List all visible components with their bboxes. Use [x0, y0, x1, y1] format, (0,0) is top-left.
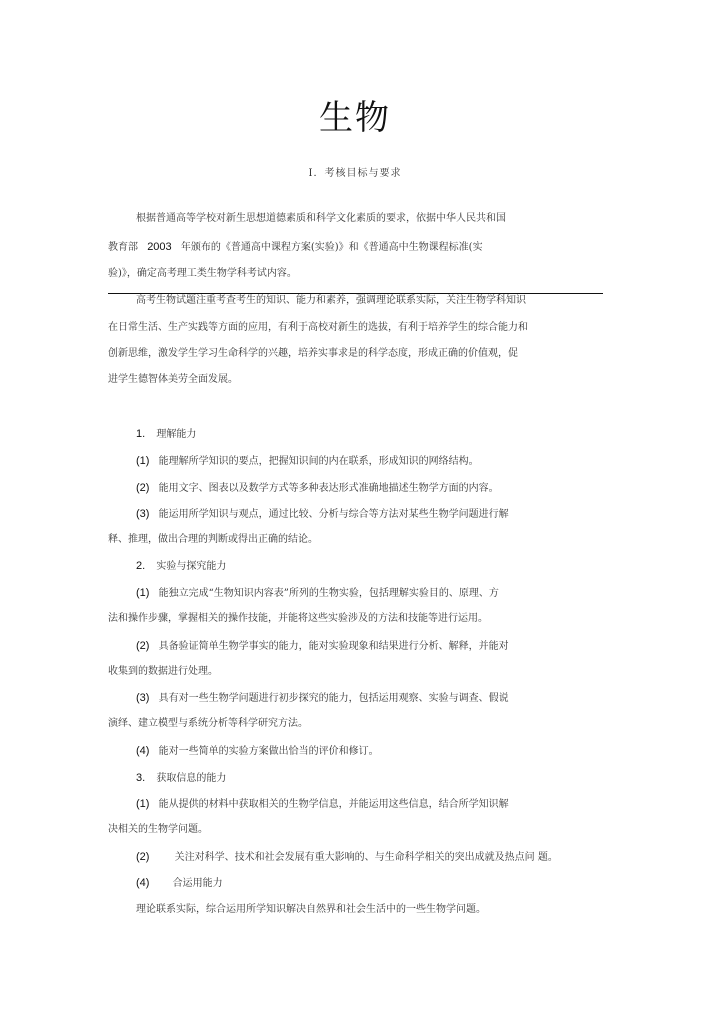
para2-line-3: 创新思维，激发学生学习生命科学的兴趣，培养实事求是的科学态度，形成正确的价值观，促 [108, 348, 518, 359]
item-number: (2) [136, 851, 150, 863]
item-text: 能用文字、图表以及数学方式等多种表达形式准确地描述生物学方面的内容。 [158, 483, 499, 494]
section-1-item-3 [136, 507, 509, 522]
para2-line-1: 高考生物试题注重考查考生的知识、能力和素养，强调理论联系实际，关注生物学科知识 [136, 295, 526, 306]
section-2-item-2 [136, 639, 509, 654]
section-2-number: 2. [136, 560, 146, 572]
section-2-item-3 [136, 691, 509, 706]
item-text: 关注对科学、技术和社会发展有重大影响的、与生命科学相关的突出成就及热点问 题。 [174, 852, 558, 863]
item-number: (1) [136, 587, 150, 599]
intro-line-2-part-a: 教育部 [108, 242, 138, 253]
item-text: 能从提供的材料中获取相关的生物学信息，并能运用这些信息，结合所学知识解 [158, 799, 509, 810]
section-1-item-3-cont: 释、推理，做出合理的判断或得出正确的结论。 [108, 534, 318, 545]
section-2-item-3-cont: 演绎、建立模型与系统分析等科学研究方法。 [108, 718, 308, 729]
item-text: 具备验证简单生物学事实的能力，能对实验现象和结果进行分析、解释，并能对 [158, 641, 509, 652]
intro-line-2 [108, 240, 483, 255]
item-text: 能理解所学知识的要点，把握知识间的内在联系，形成知识的网络结构。 [158, 456, 479, 467]
section-4-number: (4) [136, 877, 150, 889]
section-3-title: 获取信息的能力 [156, 773, 227, 784]
item-number: (1) [136, 455, 150, 467]
item-text: 能运用所学知识与观点，通过比较、分析与综合等方法对某些生物学问题进行解 [158, 509, 509, 520]
section-2-item-1-cont: 法和操作步骤，掌握相关的操作技能，并能将这些实验涉及的方法和技能等进行运用。 [108, 613, 488, 624]
item-number: (2) [136, 482, 150, 494]
section-4-text: 理论联系实际，综合运用所学知识解决自然界和社会生活中的一些生物学问题。 [136, 904, 486, 915]
section-2-item-2-cont: 收集到的数据进行处理。 [108, 666, 218, 677]
item-number: (3) [136, 692, 150, 704]
intro-line-3: 验)》，确定高考理工类生物学科考试内容。 [108, 268, 297, 279]
item-number: (3) [136, 508, 150, 520]
section-3-heading [136, 771, 226, 786]
item-text: 能独立完成“生物知识内容表”所列的生物实验，包括理解实验目的、原理、方 [158, 588, 499, 599]
item-number: (2) [136, 640, 150, 652]
para2-line-2: 在日常生活、生产实践等方面的应用，有利于高校对新生的选拔，有利于培养学生的综合能力和 [108, 322, 528, 333]
section-2-heading [136, 559, 226, 574]
item-text: 具有对一些生物学问题进行初步探究的能力，包括运用观察、实验与调查、假说 [158, 693, 509, 704]
section-1-title: 理解能力 [156, 429, 197, 440]
intro-line-2-part-b: 年颁布的《普通高中课程方案(实验)》和《普通高中生物课程标准(实 [180, 242, 483, 253]
section-3-item-2 [136, 850, 558, 865]
section-4-title: 合运用能力 [172, 878, 223, 889]
section-2-item-4 [136, 744, 379, 759]
section-1-number: 1. [136, 428, 146, 440]
intro-line-1: 根据普通高等学校对新生思想道德素质和科学文化素质的要求，依据中华人民共和国 [136, 213, 506, 224]
section-1-heading [136, 427, 196, 442]
section-3-item-1 [136, 797, 509, 812]
intro-year: 2003 [147, 241, 172, 253]
section-2-title: 实验与探究能力 [156, 561, 227, 572]
section-3-number: 3. [136, 772, 146, 784]
para2-line-4: 进学生德智体美劳全面发展。 [108, 374, 238, 385]
item-number: (1) [136, 798, 150, 810]
section-1-item-2 [136, 481, 499, 496]
section-3-item-1-cont: 决相关的生物学问题。 [108, 824, 208, 835]
section-1-item-1 [136, 454, 479, 469]
item-number: (4) [136, 745, 150, 757]
page-title: 生物 [319, 98, 391, 138]
section-2-item-1 [136, 586, 499, 601]
section-4-heading [136, 876, 223, 891]
item-text: 能对一些简单的实验方案做出恰当的评价和修订。 [158, 746, 379, 757]
section-subtitle: Ⅰ．考核目标与要求 [308, 168, 402, 179]
